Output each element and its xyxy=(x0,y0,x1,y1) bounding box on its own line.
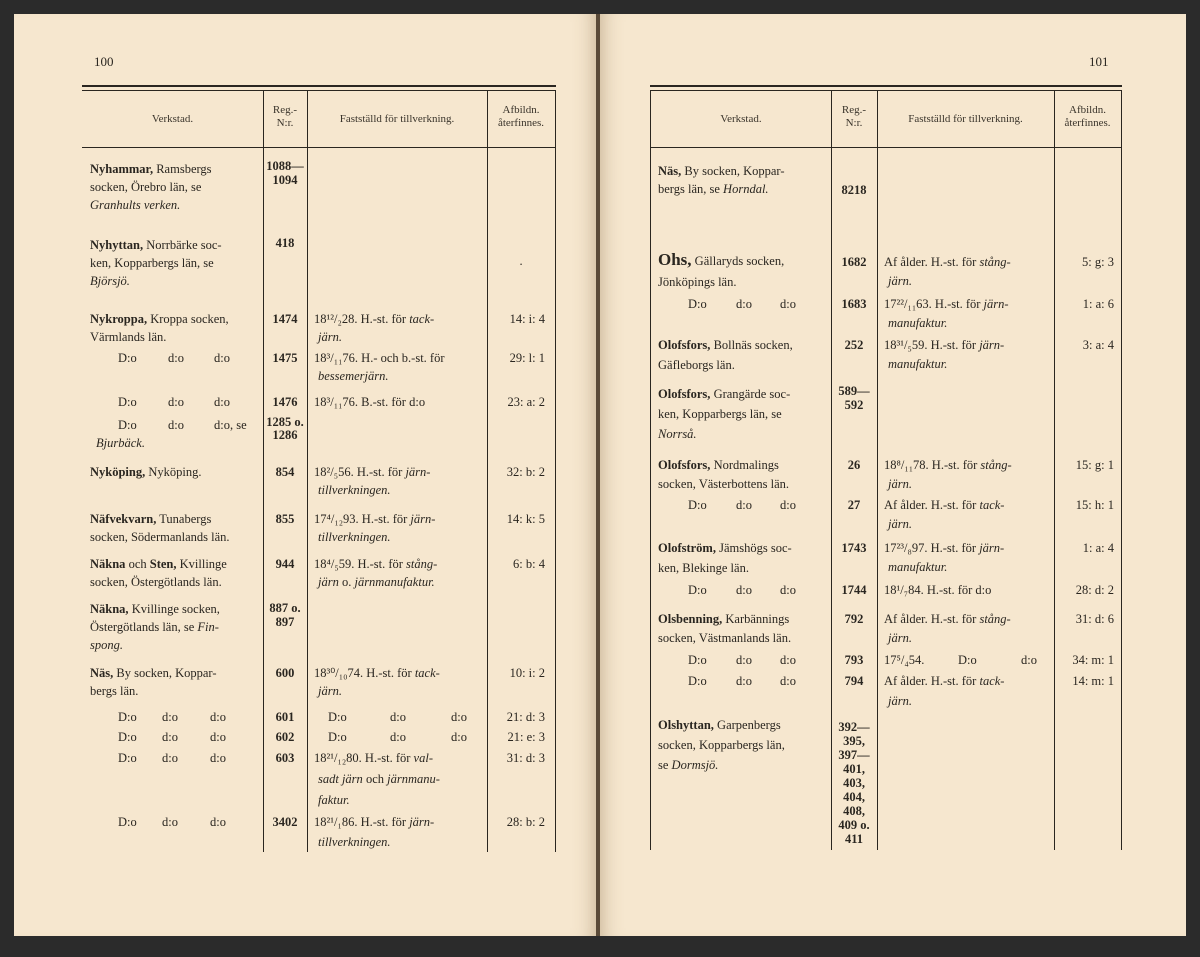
faststalld-text: bessemerjärn. xyxy=(318,369,389,383)
col-divider xyxy=(1121,90,1122,850)
faststalld-text: 18²¹/₁86. H.-st. för järn- xyxy=(314,815,435,829)
entry-line: ken, Blekinge län. xyxy=(658,561,749,575)
ditto: D:o xyxy=(328,710,347,724)
reg-number: 601 xyxy=(275,710,295,724)
entry-nakna: Näkna, Kvillinge socken, xyxy=(90,602,220,616)
entry-line: ken, Kopparbergs län, se xyxy=(90,256,214,270)
reg-number: 1476 xyxy=(272,395,298,409)
faststalld-text: 18¹/₇84. H.-st. för d:o xyxy=(884,583,992,597)
faststalld-text: 18⁸/₁₁78. H.-st. för stång- xyxy=(884,458,1012,472)
entry-line: ken, Kopparbergs län, se xyxy=(658,407,782,421)
reg-number: 855 xyxy=(275,512,295,526)
ditto: d:o xyxy=(1021,653,1037,667)
ditto: d:o xyxy=(736,498,752,512)
afbildn-value: 23: a: 2 xyxy=(507,395,545,409)
header-reg: Reg.- N:r. xyxy=(841,104,867,129)
faststalld-text: 17²³/₈97. H.-st. för järn- xyxy=(884,541,1005,555)
reg-number: 603 xyxy=(275,751,295,765)
entry-nakna-sten: Näkna och Sten, Kvillinge xyxy=(90,557,227,571)
reg-number-list: 392— 395, 397— 401, 403, 404, 408, 409 o. 411 xyxy=(838,720,870,846)
afbildn-value: 21: d: 3 xyxy=(506,710,545,724)
reg-number: 1474 xyxy=(272,312,298,326)
header-afbildn: Afbildn. återfinnes. xyxy=(497,104,545,129)
faststalld-text: 18³¹/₅59. H.-st. för järn- xyxy=(884,338,1005,352)
col-divider xyxy=(307,90,308,852)
faststalld-text: 17⁴/₁₂93. H.-st. för järn- xyxy=(314,512,436,526)
ditto: d:o xyxy=(168,351,184,365)
entry-line: socken, Västerbottens län. xyxy=(658,477,789,491)
header-faststalld: Fastställd för tillverkning. xyxy=(339,113,455,125)
ditto: d:o xyxy=(736,653,752,667)
reg-number: 1475 xyxy=(272,351,298,365)
ditto: d:o xyxy=(214,351,230,365)
afbildn-value: 14: i: 4 xyxy=(509,312,545,326)
ditto: d:o xyxy=(162,751,178,765)
col-divider xyxy=(877,90,878,850)
ditto: d:o xyxy=(168,395,184,409)
afbildn-value: 32: b: 2 xyxy=(506,465,545,479)
ditto: D:o xyxy=(328,730,347,744)
header-reg: Reg.- N:r. xyxy=(272,104,298,129)
reg-number: 27 xyxy=(847,498,861,512)
ditto: d:o xyxy=(780,583,796,597)
entry-line: Värmlands län. xyxy=(90,330,167,344)
reg-number: 600 xyxy=(275,666,295,680)
entry-line: socken, Västmanlands län. xyxy=(658,631,792,645)
afbildn-value: 31: d: 6 xyxy=(1075,612,1114,626)
entry-ohs: Ohs, Gällaryds socken, xyxy=(658,250,785,269)
reg-number: 3402 xyxy=(272,815,298,829)
afbildn-value: 15: g: 1 xyxy=(1075,458,1114,472)
faststalld-text: Af ålder. H.-st. för tack- xyxy=(884,498,1005,512)
entry-line: Norrså. xyxy=(658,427,697,441)
entry-nykoping: Nyköping, Nyköping. xyxy=(90,465,202,479)
ditto: d:o, se xyxy=(214,418,247,432)
header-afbildn: Afbildn. återfinnes. xyxy=(1064,104,1111,129)
faststalld-text: manufaktur. xyxy=(888,357,948,371)
faststalld-text: tillverkningen. xyxy=(318,530,391,544)
ditto: D:o xyxy=(688,674,707,688)
ditto: D:o xyxy=(118,351,137,365)
afbildn-value: 3: a: 4 xyxy=(1082,338,1114,352)
entry-line: se Dormsjö. xyxy=(658,758,719,772)
faststalld-text: manufaktur. xyxy=(888,560,948,574)
ditto: d:o xyxy=(390,730,406,744)
faststalld-text: 18²¹/₁₂80. H.-st. för val- xyxy=(314,751,433,765)
faststalld-text: manufaktur. xyxy=(888,316,948,330)
entry-olofsfors: Olofsfors, Bollnäs socken, xyxy=(658,338,793,352)
ditto: d:o xyxy=(736,583,752,597)
entry-line: Bjurbäck. xyxy=(96,436,145,450)
faststalld-text: järn. xyxy=(318,684,342,698)
afbildn-value: 29: l: 1 xyxy=(509,351,545,365)
faststalld-text: faktur. xyxy=(318,793,350,807)
ditto: D:o xyxy=(118,730,137,744)
ditto: D:o xyxy=(688,498,707,512)
reg-number: 944 xyxy=(275,557,295,571)
reg-number: 26 xyxy=(847,458,861,472)
entry-line: Gäfleborgs län. xyxy=(658,358,735,372)
page-number-right: 101 xyxy=(1089,54,1109,69)
ditto: D:o xyxy=(118,751,137,765)
top-rule-thin xyxy=(650,90,1122,91)
ditto: d:o xyxy=(162,710,178,724)
ditto: d:o xyxy=(210,710,226,724)
ditto: D:o xyxy=(688,583,707,597)
ditto: D:o xyxy=(118,815,137,829)
entry-olofstrom: Olofström, Jämshögs soc- xyxy=(658,541,792,555)
afbildn-value: 34: m: 1 xyxy=(1072,653,1114,667)
ditto: d:o xyxy=(162,730,178,744)
faststalld-text: Af ålder. H.-st. för stång- xyxy=(884,255,1011,269)
faststalld-text: järn. xyxy=(888,631,912,645)
header-verkstad: Verkstad. xyxy=(720,113,762,125)
ditto: d:o xyxy=(390,710,406,724)
reg-number: 8218 xyxy=(841,183,867,197)
entry-olofsfors: Olofsfors, Grangärde soc- xyxy=(658,387,791,401)
entry-line: socken, Östergötlands län. xyxy=(90,575,222,589)
faststalld-text: tillverkningen. xyxy=(318,483,391,497)
ditto: d:o xyxy=(451,730,467,744)
faststalld-text: 18¹²/₂28. H.-st. för tack- xyxy=(314,312,435,326)
afbildn-value: 6: b: 4 xyxy=(513,557,545,571)
ditto: d:o xyxy=(780,674,796,688)
reg-number: 602 xyxy=(275,730,295,744)
faststalld-text: järn. xyxy=(888,694,912,708)
faststalld-text: Af ålder. H.-st. för tack- xyxy=(884,674,1005,688)
afbildn-value: 28: d: 2 xyxy=(1075,583,1114,597)
ditto: d:o xyxy=(214,395,230,409)
ditto: d:o xyxy=(780,498,796,512)
faststalld-text: järn. xyxy=(888,274,912,288)
entry-line: spong. xyxy=(90,638,123,652)
reg-number: 252 xyxy=(844,338,864,352)
page-number-left: 100 xyxy=(94,54,114,69)
entry-line: bergs län, se Horndal. xyxy=(658,182,769,196)
afbildn-value: 21: e: 3 xyxy=(507,730,545,744)
top-rule-thin xyxy=(82,90,556,91)
ditto: d:o xyxy=(451,710,467,724)
entry-line: Jönköpings län. xyxy=(658,275,737,289)
faststalld-text: järn. xyxy=(888,477,912,491)
entry-line: Björsjö. xyxy=(90,274,130,288)
ditto: d:o xyxy=(210,730,226,744)
ditto: d:o xyxy=(210,815,226,829)
entry-nyhyttan: Nyhyttan, Norrbärke soc- xyxy=(90,238,222,252)
reg-number: 1682 xyxy=(841,255,867,269)
afbildn-value: 15: h: 1 xyxy=(1075,498,1114,512)
faststalld-text: järn. xyxy=(888,517,912,531)
header-verkstad: Verkstad. xyxy=(151,113,194,125)
faststalld-text: sadt järn och järnmanu- xyxy=(318,772,440,786)
ditto: D:o xyxy=(688,653,707,667)
faststalld-text: tillverkningen. xyxy=(318,835,391,849)
ditto: D:o xyxy=(118,395,137,409)
reg-number: 418 xyxy=(275,236,295,250)
faststalld-text: 17²²/₁₁63. H.-st. för järn- xyxy=(884,297,1009,311)
ditto: d:o xyxy=(168,418,184,432)
afbildn-value: 1: a: 6 xyxy=(1082,297,1114,311)
ditto: d:o xyxy=(780,653,796,667)
ditto: D:o xyxy=(688,297,707,311)
faststalld-text: 18³/₁₁76. B.-st. för d:o xyxy=(314,395,426,409)
faststalld-text: 18²/₅56. H.-st. för järn- xyxy=(314,465,431,479)
afbildn-value: 14: m: 1 xyxy=(1072,674,1114,688)
entry-line: Östergötlands län, se Fin- xyxy=(90,620,219,634)
faststalld-text: järn o. järnmanufaktur. xyxy=(318,575,435,589)
entry-nykroppa: Nykroppa, Kroppa socken, xyxy=(90,312,229,326)
ditto: d:o xyxy=(736,674,752,688)
reg-number: 854 xyxy=(275,465,295,479)
ditto: d:o xyxy=(162,815,178,829)
entry-olsbenning: Olsbenning, Karbännings xyxy=(658,612,790,626)
entry-line: socken, Kopparbergs län, xyxy=(658,738,785,752)
reg-number: 887 o. 897 xyxy=(269,601,301,629)
entry-line: socken, Södermanlands län. xyxy=(90,530,230,544)
reg-number: 1683 xyxy=(841,297,867,311)
entry-line: bergs län. xyxy=(90,684,139,698)
entry-nas: Näs, By socken, Koppar- xyxy=(658,164,785,178)
afbildn-value: 14: k: 5 xyxy=(506,512,545,526)
entry-line: Granhults verken. xyxy=(90,198,181,212)
entry-line: socken, Örebro län, se xyxy=(90,180,202,194)
reg-number: 793 xyxy=(844,653,864,667)
ditto: d:o xyxy=(780,297,796,311)
afbildn-value: 31: d: 3 xyxy=(506,751,545,765)
faststalld-text: 18³⁰/₁₀74. H.-st. för tack- xyxy=(314,666,440,680)
reg-number: 1088— 1094 xyxy=(266,159,304,187)
col-divider xyxy=(555,90,556,852)
afbildn-value: 10: i: 2 xyxy=(509,666,545,680)
ditto: D:o xyxy=(118,418,137,432)
faststalld-text: 17⁵/₄54. xyxy=(884,653,925,667)
entry-nas: Näs, By socken, Koppar- xyxy=(90,666,217,680)
faststalld-text: 18⁴/₅59. H.-st. för stång- xyxy=(314,557,438,571)
ditto: d:o xyxy=(736,297,752,311)
entry-olofsfors: Olofsfors, Nordmalings xyxy=(658,458,779,472)
reg-number: 794 xyxy=(844,674,864,688)
ditto: D:o xyxy=(118,710,137,724)
afbildn-value: . xyxy=(519,254,523,268)
header-faststalld: Fastställd för tillverkning. xyxy=(908,113,1023,125)
top-rule xyxy=(82,85,556,87)
ditto: D:o xyxy=(958,653,977,667)
entry-olshyttan: Olshyttan, Garpenbergs xyxy=(658,718,781,732)
top-rule xyxy=(650,85,1122,87)
header-rule xyxy=(82,147,556,148)
afbildn-value: 1: a: 4 xyxy=(1082,541,1114,555)
reg-number: 589— 592 xyxy=(838,384,870,412)
right-page xyxy=(600,14,1186,936)
reg-number: 1744 xyxy=(841,583,867,597)
faststalld-text: 18³/₁₁76. H.- och b.-st. för xyxy=(314,351,445,365)
afbildn-value: 5: g: 3 xyxy=(1082,255,1114,269)
col-divider xyxy=(650,90,651,850)
header-rule xyxy=(650,147,1122,148)
reg-number: 1285 o. 1286 xyxy=(266,415,304,442)
ditto: d:o xyxy=(210,751,226,765)
faststalld-text: järn. xyxy=(318,330,342,344)
afbildn-value: 28: b: 2 xyxy=(506,815,545,829)
faststalld-text: Af ålder. H.-st. för stång- xyxy=(884,612,1011,626)
entry-nyhammar: Nyhammar, Ramsbergs xyxy=(90,162,212,176)
reg-number: 1743 xyxy=(841,541,867,555)
entry-nafvekvarn: Näfvekvarn, Tunabergs xyxy=(90,512,212,526)
reg-number: 792 xyxy=(844,612,864,626)
